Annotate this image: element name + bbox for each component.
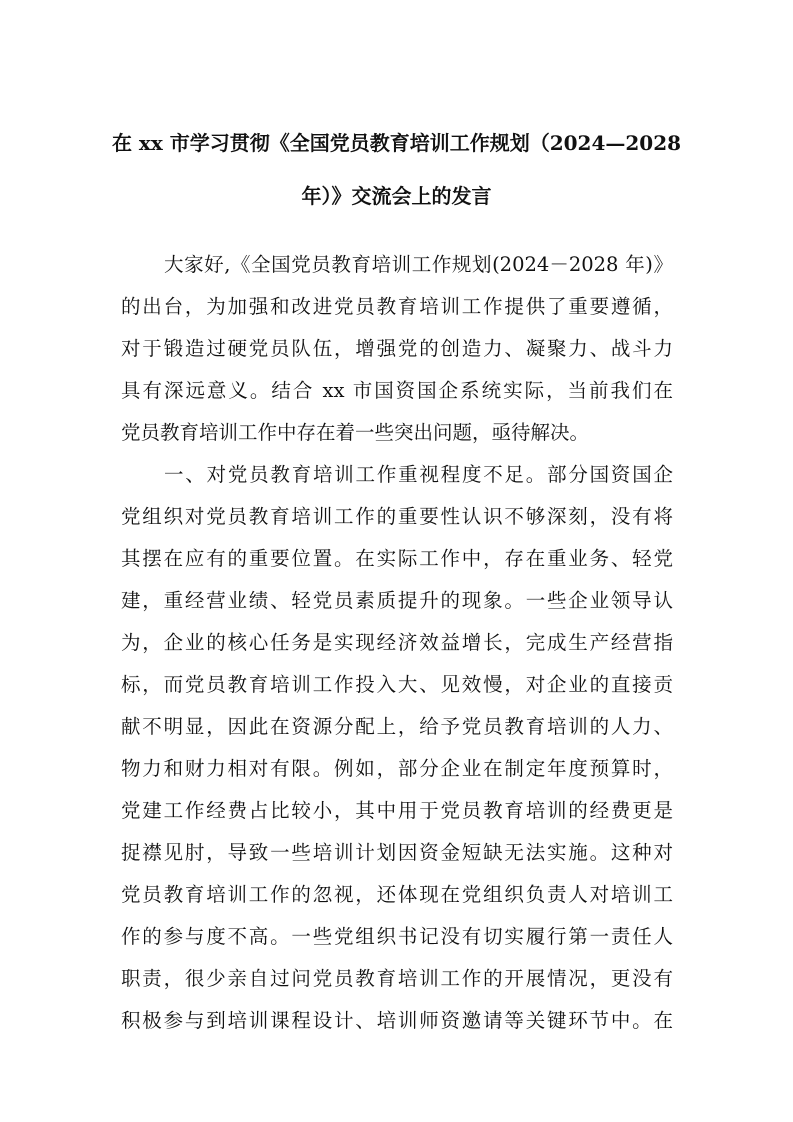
paragraph-line: 其摆在应有的重要位置。在实际工作中，存在重业务、轻党 (121, 547, 673, 570)
paragraph-line: 捉襟见肘，导致一些培训计划因资金短缺无法实施。这种对 (121, 841, 673, 864)
paragraph-line: 党员教育培训工作中存在着一些突出问题，亟待解决。 (121, 421, 590, 444)
document-title-line-1: 在 xx 市学习贯彻《全国党员教育培训工作规划（2024—2028 (111, 131, 682, 155)
paragraph-line: 建，重经营业绩、轻党员素质提升的现象。一些企业领导认 (121, 589, 673, 612)
paragraph-line: 的出台，为加强和改进党员教育培训工作提供了重要遵循， (121, 295, 673, 318)
paragraph-line: 标，而党员教育培训工作投入大、见效慢，对企业的直接贡 (121, 673, 673, 696)
paragraph-line: 一、对党员教育培训工作重视程度不足。部分国资国企 (164, 463, 673, 486)
paragraph-line: 党建工作经费占比较小，其中用于党员教育培训的经费更是 (121, 799, 673, 822)
paragraph-line: 作的参与度不高。一些党组织书记没有切实履行第一责任人 (121, 925, 673, 948)
paragraph-line: 党员教育培训工作的忽视，还体现在党组织负责人对培训工 (121, 883, 673, 906)
paragraph-line: 对于锻造过硬党员队伍，增强党的创造力、凝聚力、战斗力 (121, 337, 673, 360)
document-title-line-2: 年）》交流会上的发言 (301, 184, 492, 208)
paragraph-line: 大家好,《全国党员教育培训工作规划(2024－2028 年)》 (164, 253, 673, 276)
paragraph-line: 积极参与到培训课程设计、培训师资邀请等关键环节中。在 (121, 1009, 673, 1032)
paragraph-line: 献不明显，因此在资源分配上，给予党员教育培训的人力、 (121, 715, 673, 738)
paragraph-line: 职责，很少亲自过问党员教育培训工作的开展情况，更没有 (121, 967, 673, 990)
paragraph-line: 具有深远意义。结合 xx 市国资国企系统实际，当前我们在 (121, 379, 673, 402)
paragraph-line: 物力和财力相对有限。例如，部分企业在制定年度预算时， (121, 757, 673, 780)
paragraph-line: 党组织对党员教育培训工作的重要性认识不够深刻，没有将 (121, 505, 673, 528)
paragraph-line: 为，企业的核心任务是实现经济效益增长，完成生产经营指 (121, 631, 673, 654)
